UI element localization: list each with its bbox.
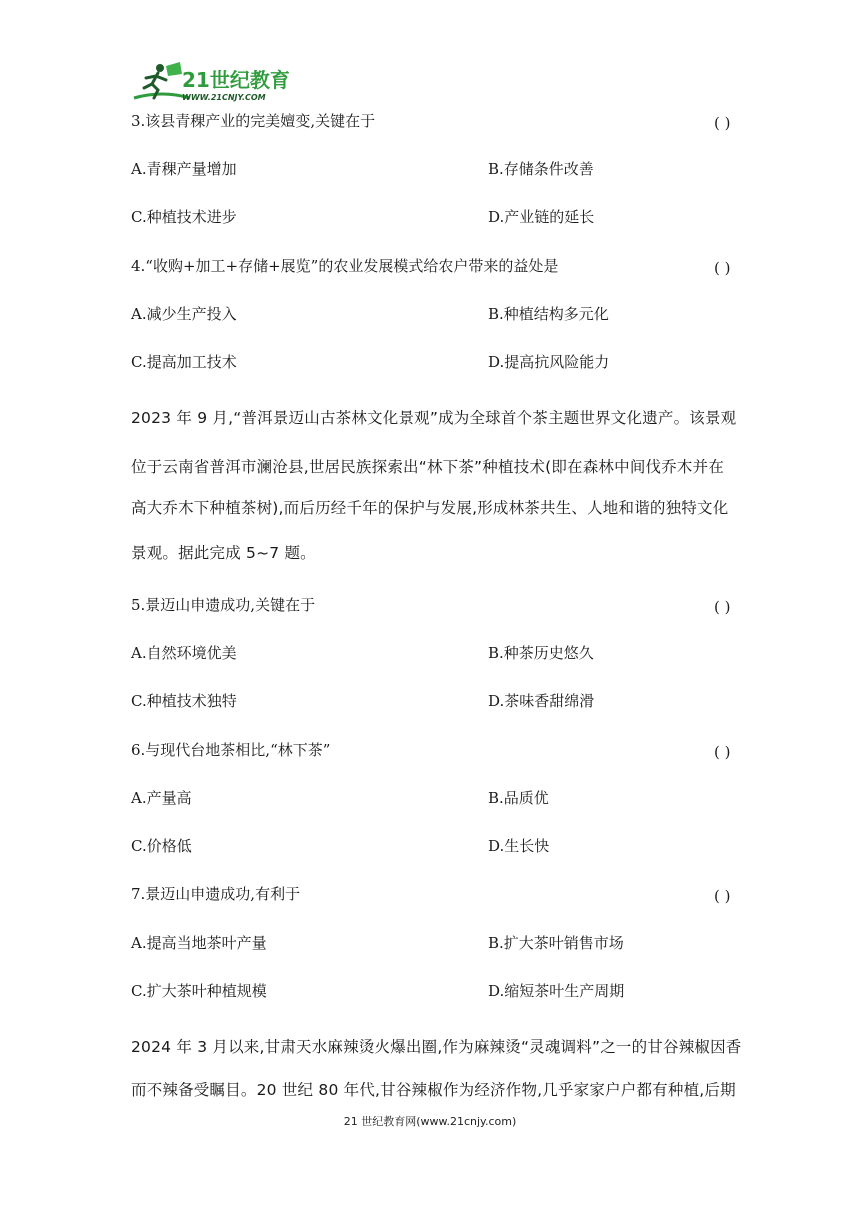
site-logo [132,60,302,104]
question-5-option-c: C.种植技术独特 [131,692,237,710]
question-4-stem: 4.“收购+加工+存储+展览”的农业发展模式给农户带来的益处是 [131,257,559,275]
question-6-stem: 6.与现代台地茶相比,“林下茶” [131,741,331,759]
passage-1-line-3: 高大乔木下种植茶树),而后历经千年的保护与发展,形成林茶共生、人地和谐的独特文化 [131,499,729,517]
passage-2-line-2: 而不辣备受瞩目。20 世纪 80 年代,甘谷辣椒作为经济作物,几乎家家户户都有种植,后期 [131,1081,736,1099]
question-6-option-a: A.产量高 [131,789,192,807]
question-3-option-b: B.存储条件改善 [488,160,594,178]
question-3-option-c: C.种植技术进步 [131,208,237,226]
question-4-option-c: C.提高加工技术 [131,353,237,371]
question-5-answer-bracket: ( ) [714,598,731,616]
question-7-option-b: B.扩大茶叶销售市场 [488,934,624,952]
passage-1-line-4: 景观。据此完成 5~7 题。 [131,544,316,562]
question-5-option-b: B.种茶历史悠久 [488,644,594,662]
passage-2-line-1: 2024 年 3 月以来,甘肃天水麻辣烫火爆出圈,作为麻辣烫“灵魂调料”之一的甘谷辣椒因香 [131,1038,742,1056]
question-3-stem: 3.该县青稞产业的完美嬗变,关键在于 [131,112,376,130]
question-4-option-b: B.种植结构多元化 [488,305,609,323]
question-4-option-d: D.提高抗风险能力 [488,353,610,371]
question-3-answer-bracket: ( ) [714,114,731,132]
question-7-answer-bracket: ( ) [714,887,731,905]
question-7-option-d: D.缩短茶叶生产周期 [488,982,625,1000]
logo-graphic [132,60,302,104]
question-3-option-a: A.青稞产量增加 [131,160,237,178]
question-4-answer-bracket: ( ) [714,259,731,277]
logo-url: WWW.21CNJY.COM [182,93,266,102]
question-7-option-c: C.扩大茶叶种植规模 [131,982,267,1000]
question-6-answer-bracket: ( ) [714,743,731,761]
passage-1-line-1: 2023 年 9 月,“普洱景迈山古茶林文化景观”成为全球首个茶主题世界文化遗产。该景观 [131,409,737,427]
question-7-stem: 7.景迈山申遗成功,有利于 [131,885,301,903]
passage-1-line-2: 位于云南省普洱市澜沧县,世居民族探索出“林下茶”种植技术(即在森林中间伐乔木并在 [131,458,725,476]
question-6-option-d: D.生长快 [488,837,550,855]
question-7-option-a: A.提高当地茶叶产量 [131,934,267,952]
question-6-option-c: C.价格低 [131,837,192,855]
question-5-stem: 5.景迈山申遗成功,关键在于 [131,596,316,614]
question-4-option-a: A.减少生产投入 [131,305,237,323]
question-3-option-d: D.产业链的延长 [488,208,595,226]
question-6-option-b: B.品质优 [488,789,549,807]
question-5-option-a: A.自然环境优美 [131,644,237,662]
logo-brand: 21世纪教育 [182,68,290,92]
question-5-option-d: D.茶味香甜绵滑 [488,692,595,710]
page-footer: 21 世纪教育网(www.21cnjy.com) [343,1115,517,1128]
